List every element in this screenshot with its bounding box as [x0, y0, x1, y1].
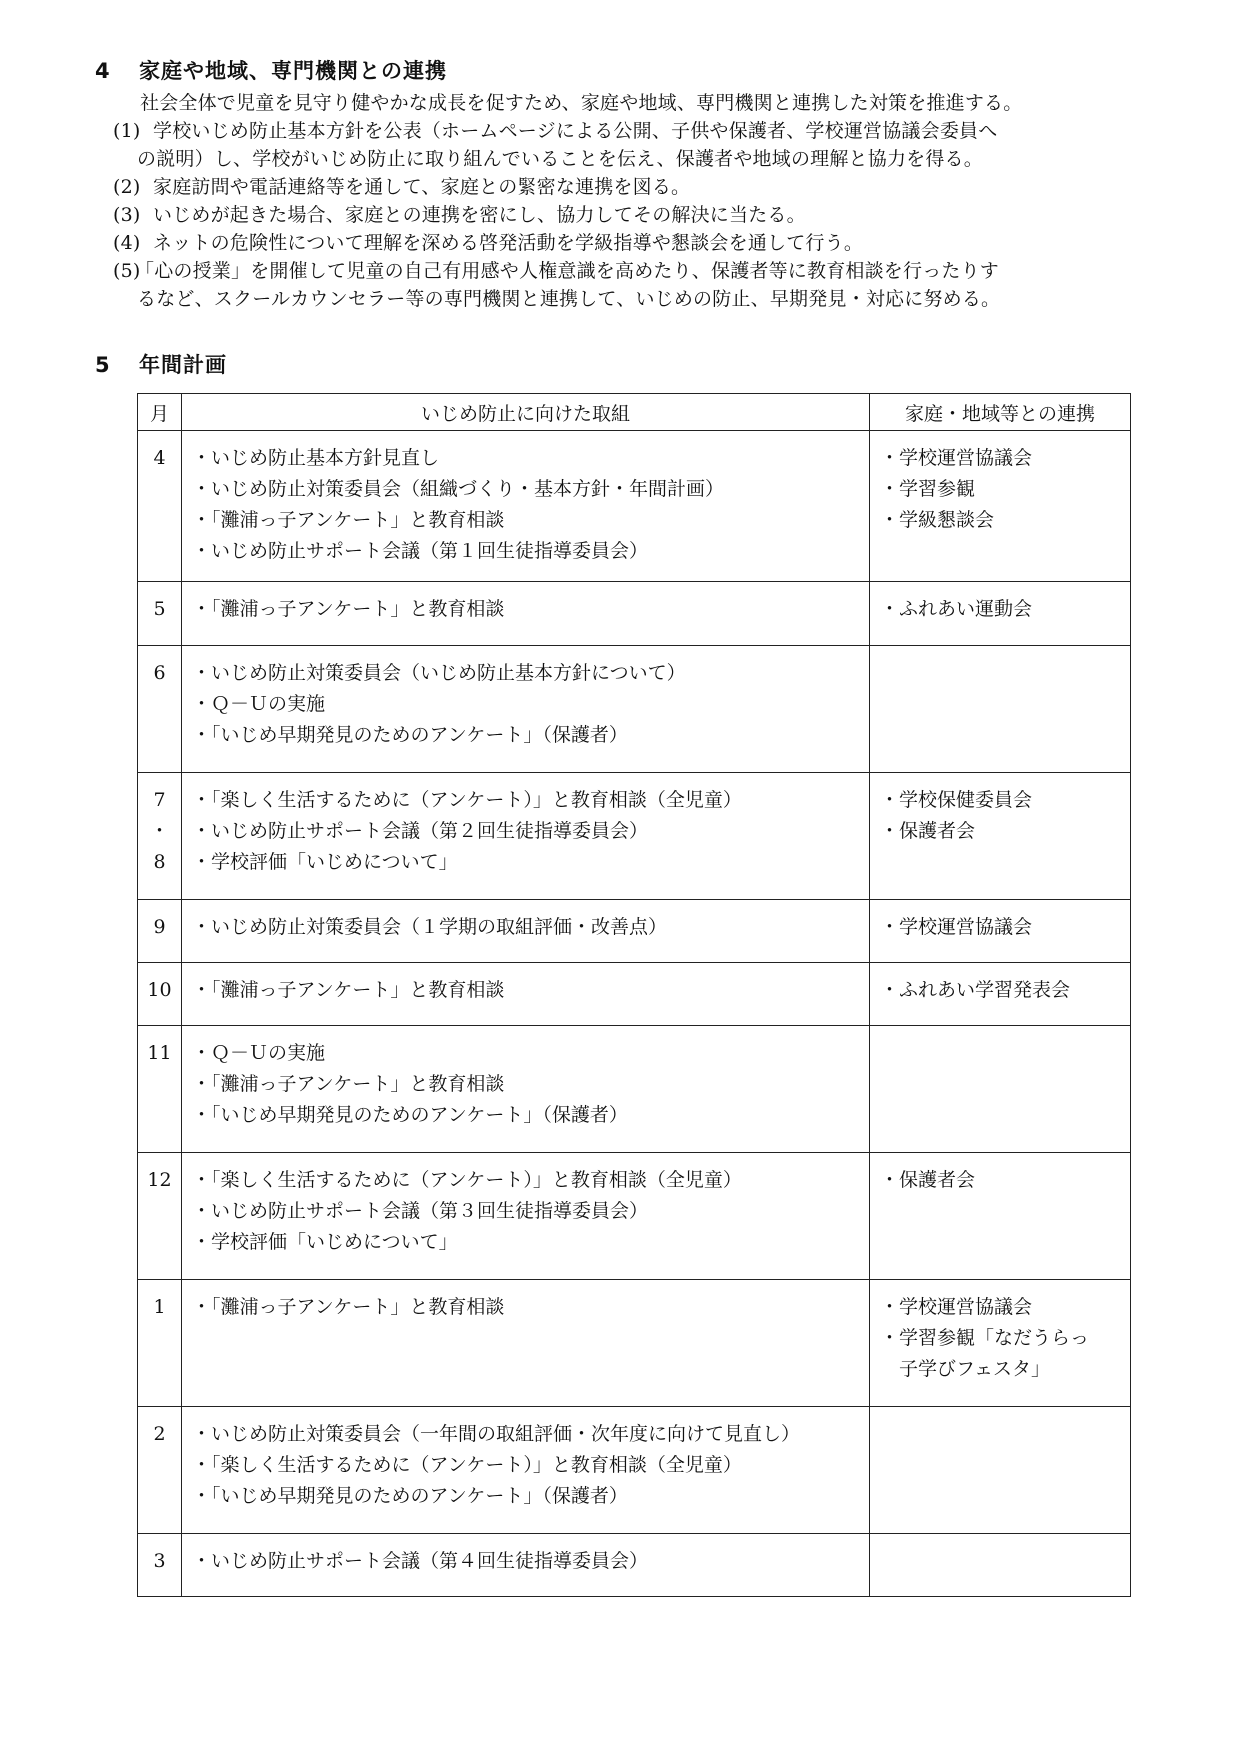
month-cell: 3: [138, 1534, 182, 1597]
links-cell: ・学校運営協議会 ・学習参観「なだうらっ 子学びフェスタ」: [870, 1280, 1131, 1407]
section-4-item-4: [113, 229, 863, 257]
section-4-item-1-continued: の説明）し、学校がいじめ防止に取り組んでいることを伝え、保護者や地域の理解と協力を得る。: [137, 148, 983, 170]
header-activities: いじめ防止に向けた取組: [182, 394, 870, 431]
links-cell: ・保護者会: [870, 1153, 1131, 1280]
section-4-number: 4: [95, 59, 111, 83]
month-cell: 4: [138, 431, 182, 582]
item-text: 学校いじめ防止基本方針を公表（ホームページによる公開、子供や保護者、学校運営協議会委員へ: [153, 120, 998, 142]
links-cell: [870, 1026, 1131, 1153]
section-4-item-1: [113, 117, 997, 145]
links-cell: ・学校運営協議会 ・学習参観 ・学級懇談会: [870, 431, 1131, 582]
table-row: [138, 900, 1131, 963]
item-text: いじめが起きた場合、家庭との連携を密にし、協力してその解決に当たる。: [153, 204, 806, 226]
table-row: [138, 1280, 1131, 1407]
section-5-number: 5: [95, 353, 111, 377]
section-4-title: 家庭や地域、専門機関との連携: [139, 59, 447, 83]
table-header-row: [138, 394, 1131, 431]
activities-cell: ・「灘浦っ子アンケート」と教育相談: [182, 582, 870, 646]
activities-cell: ・「灘浦っ子アンケート」と教育相談: [182, 1280, 870, 1407]
table-row: [138, 1026, 1131, 1153]
table-row: [138, 1534, 1131, 1597]
item-marker: (5): [113, 260, 141, 282]
links-cell: ・学校保健委員会 ・保護者会: [870, 773, 1131, 900]
links-cell: ・学校運営協議会: [870, 900, 1131, 963]
table-row: [138, 646, 1131, 773]
header-month: 月: [138, 394, 182, 431]
activities-cell: ・「楽しく生活するために（アンケート）」と教育相談（全児童） ・いじめ防止サポート会議（第２回生徒指導委員会） ・学校評価「いじめについて」: [182, 773, 870, 900]
table-row: [138, 1153, 1131, 1280]
table-row: [138, 431, 1131, 582]
links-cell: ・ふれあい運動会: [870, 582, 1131, 646]
month-cell: 2: [138, 1407, 182, 1534]
item-marker: (1): [113, 120, 141, 142]
table-row: [138, 963, 1131, 1026]
section-4-item-5-continued: るなど、スクールカウンセラー等の専門機関と連携して、いじめの防止、早期発見・対応に努める。: [137, 288, 1001, 310]
activities-cell: ・いじめ防止基本方針見直し ・いじめ防止対策委員会（組織づくり・基本方針・年間計画） ・「灘浦っ子アンケート」と教育相談 ・いじめ防止サポート会議（第１回生徒指導委員会）: [182, 431, 870, 582]
month-cell: 12: [138, 1153, 182, 1280]
month-cell: 11: [138, 1026, 182, 1153]
section-4-intro: 社会全体で児童を見守り健やかな成長を促すため、家庭や地域、専門機関と連携した対策を推進する。: [140, 92, 1023, 114]
activities-cell: ・「楽しく生活するために（アンケート）」と教育相談（全児童） ・いじめ防止サポート会議（第３回生徒指導委員会） ・学校評価「いじめについて」: [182, 1153, 870, 1280]
item-text: ネットの危険性について理解を深める啓発活動を学級指導や懇談会を通して行う。: [153, 232, 864, 254]
links-cell: ・ふれあい学習発表会: [870, 963, 1131, 1026]
item-marker: (3): [113, 204, 141, 226]
table-row: [138, 773, 1131, 900]
section-4-heading: [95, 58, 447, 84]
month-cell: 6: [138, 646, 182, 773]
links-cell: [870, 1534, 1131, 1597]
section-4-item-2: [113, 173, 690, 201]
activities-cell: ・いじめ防止対策委員会（１学期の取組評価・改善点）: [182, 900, 870, 963]
month-cell: 7 ・ 8: [138, 773, 182, 900]
month-cell: 9: [138, 900, 182, 963]
table-row: [138, 1407, 1131, 1534]
activities-cell: ・いじめ防止サポート会議（第４回生徒指導委員会）: [182, 1534, 870, 1597]
month-cell: 5: [138, 582, 182, 646]
item-text: 家庭訪問や電話連絡等を通して、家庭との緊密な連携を図る。: [153, 176, 691, 198]
annual-plan-table: [137, 393, 1131, 1597]
section-4-item-5: [113, 257, 999, 285]
activities-cell: ・「灘浦っ子アンケート」と教育相談: [182, 963, 870, 1026]
item-marker: (2): [113, 176, 141, 198]
month-cell: 1: [138, 1280, 182, 1407]
links-cell: [870, 646, 1131, 773]
item-text: 「心の授業」を開催して児童の自己有用感や人権意識を高めたり、保護者等に教育相談を行ったりす: [135, 260, 1000, 282]
section-5-title: 年間計画: [139, 353, 227, 377]
activities-cell: ・いじめ防止対策委員会（一年間の取組評価・次年度に向けて見直し） ・「楽しく生活するために（アンケート）」と教育相談（全児童） ・「いじめ早期発見のためのアンケート」（保護者）: [182, 1407, 870, 1534]
section-4-item-3: [113, 201, 806, 229]
activities-cell: ・Ｑ－Ｕの実施 ・「灘浦っ子アンケート」と教育相談 ・「いじめ早期発見のためのアンケート」（保護者）: [182, 1026, 870, 1153]
section-5-heading: [95, 352, 227, 378]
table-row: [138, 582, 1131, 646]
links-cell: [870, 1407, 1131, 1534]
month-cell: 10: [138, 963, 182, 1026]
item-marker: (4): [113, 232, 141, 254]
activities-cell: ・いじめ防止対策委員会（いじめ防止基本方針について） ・Ｑ－Ｕの実施 ・「いじめ早期発見のためのアンケート」（保護者）: [182, 646, 870, 773]
header-links: 家庭・地域等との連携: [870, 394, 1131, 431]
